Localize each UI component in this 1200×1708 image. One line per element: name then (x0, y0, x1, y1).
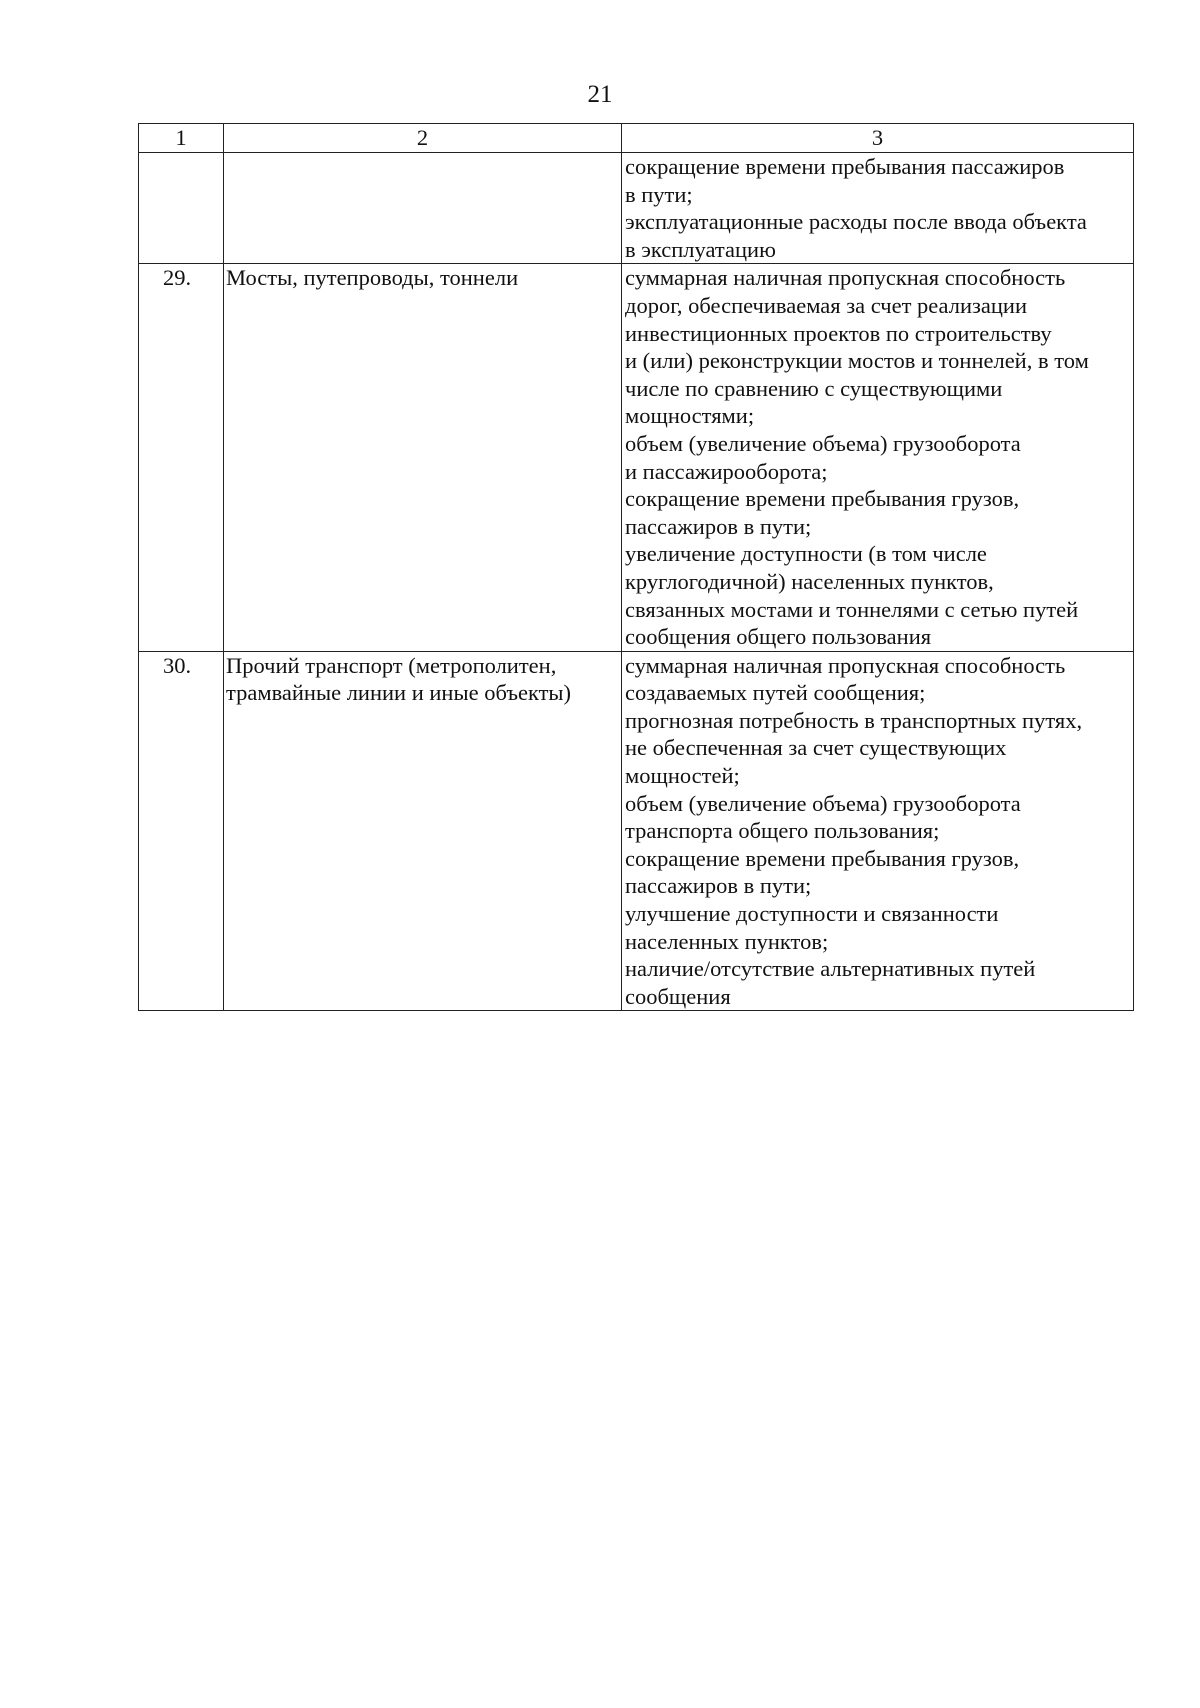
indicator-line: не обеспеченная за счет существующих (625, 735, 1007, 761)
indicator-line: сокращение времени пребывания грузов, (625, 486, 1020, 512)
row-number-cell: 29. (139, 264, 224, 651)
indicator-line: объем (увеличение объема) грузооборота (625, 790, 1021, 816)
row-number-cell (139, 153, 224, 264)
indicator-line: населенных пунктов; (625, 928, 829, 954)
indicators-table (138, 123, 1134, 1011)
indicator-line: и пассажирооборота; (625, 458, 828, 484)
indicators-cell (622, 153, 1134, 264)
indicator-line: и (или) реконструкции мостов и тоннелей, в том (625, 348, 1089, 374)
indicators-cell (622, 651, 1134, 1011)
indicator-line: инвестиционных проектов по строительству (625, 320, 1052, 346)
indicator-line: в пути; (625, 181, 693, 207)
indicator-line: наличие/отсутствие альтернативных путей (625, 956, 1036, 982)
indicator-line: эксплуатационные расходы после ввода объекта (625, 209, 1087, 235)
object-type-line: Прочий транспорт (метрополитен, (226, 652, 557, 678)
table-header-row (139, 124, 1134, 153)
indicator-line: суммарная наличная пропускная способность (625, 652, 1066, 678)
table-row (139, 651, 1134, 1011)
indicator-line: мощностями; (625, 403, 755, 429)
indicator-line: создаваемых путей сообщения; (625, 680, 926, 706)
indicator-line: объем (увеличение объема) грузооборота (625, 430, 1021, 456)
indicator-line: сокращение времени пребывания грузов, (625, 845, 1020, 871)
indicator-line: сообщения (625, 983, 731, 1009)
indicator-line: числе по сравнению с существующими (625, 375, 1003, 401)
table-body (139, 153, 1134, 1011)
indicator-line: связанных мостами и тоннелями с сетью путей (625, 596, 1079, 622)
indicator-line: улучшение доступности и связанности (625, 901, 999, 927)
column-header-2: 2 (224, 124, 622, 153)
object-type-line: Мосты, путепроводы, тоннели (226, 265, 519, 291)
indicator-line: пассажиров в пути; (625, 873, 812, 899)
table-row (139, 264, 1134, 651)
indicator-line: круглогодичной) населенных пунктов, (625, 568, 994, 594)
row-number-cell: 30. (139, 651, 224, 1011)
indicator-line: дорог, обеспечиваемая за счет реализации (625, 292, 1028, 318)
indicator-line: пассажиров в пути; (625, 513, 812, 539)
indicator-line: увеличение доступности (в том числе (625, 541, 987, 567)
indicator-line: суммарная наличная пропускная способность (625, 265, 1066, 291)
indicator-line: сокращение времени пребывания пассажиров (625, 154, 1065, 179)
indicator-line: сообщения общего пользования (625, 624, 932, 650)
column-header-3: 3 (622, 124, 1134, 153)
indicator-line: транспорта общего пользования; (625, 818, 940, 844)
indicators-cell (622, 264, 1134, 651)
object-type-cell (224, 264, 622, 651)
table-row (139, 153, 1134, 264)
page-number: 21 (587, 81, 613, 108)
indicator-line: прогнозная потребность в транспортных путях, (625, 707, 1083, 733)
object-type-line: трамвайные линии и иные объекты) (226, 680, 572, 706)
column-header-1: 1 (139, 124, 224, 153)
indicator-line: мощностей; (625, 763, 740, 789)
object-type-cell (224, 651, 622, 1011)
object-type-cell (224, 153, 622, 264)
indicator-line: в эксплуатацию (625, 236, 776, 262)
